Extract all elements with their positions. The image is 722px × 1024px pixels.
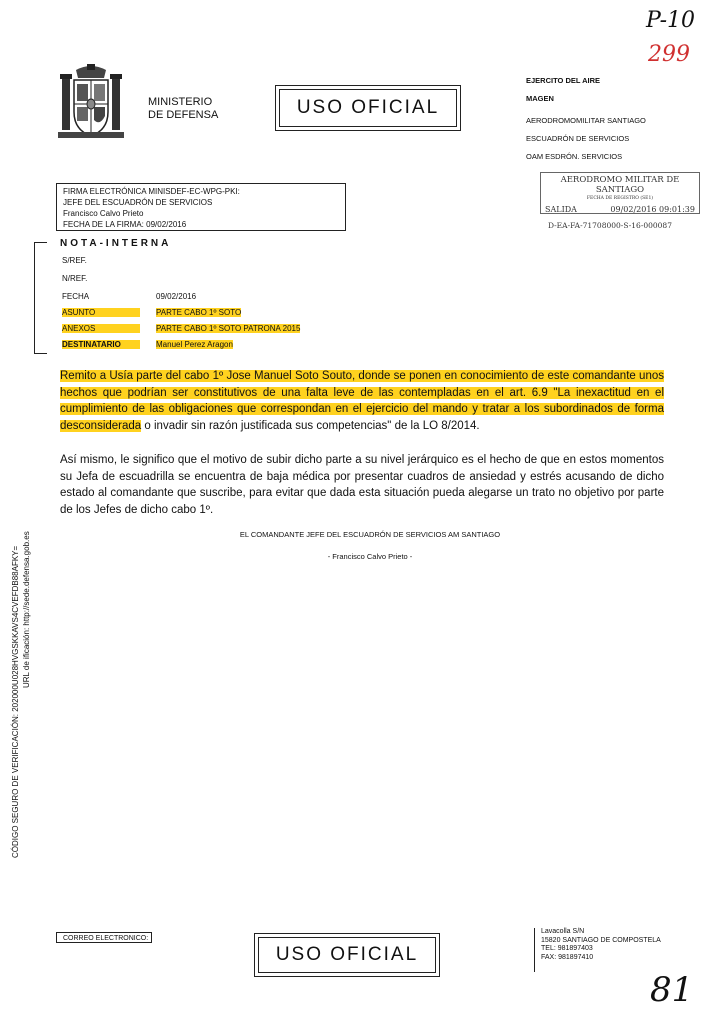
sig-line3: Francisco Calvo Prieto — [63, 209, 144, 218]
verification-line1: CÓDIGO SEGURO DE VERIFICACIÓN: 202000U028HVGSKKAVS4CVEFDB88AFKY= — [11, 545, 20, 858]
unit-info — [526, 72, 646, 166]
handwritten-bottom-number: 81 — [650, 970, 694, 1010]
signer-name: - Francisco Calvo Prieto - — [327, 552, 413, 561]
address-fax: FAX: 981897410 — [541, 953, 594, 961]
coat-of-arms-icon — [56, 64, 126, 144]
sig-line1: FIRMA ELECTRÓNICA MINISDEF-EC-WPG-PKI: — [63, 187, 240, 196]
handwritten-page-ref: P-10 — [646, 8, 696, 33]
registry-kind: SALIDA — [545, 205, 577, 214]
email-box: CORREO ELECTRONICO: — [56, 932, 152, 943]
electronic-signature-box — [56, 183, 346, 231]
unit-line2: MAGEN — [526, 94, 554, 103]
memo-destinatario-label: DESTINATARIO — [62, 340, 140, 349]
memo-fecha-value: 09/02/2016 — [156, 292, 197, 301]
ministry-line2: DE DEFENSA — [148, 109, 219, 121]
plain-text: o invadir sin razón justificada sus competencias" de la LO 8/2014. — [141, 419, 480, 432]
highlighted-text: Remito a Usía parte del cabo 1º Jose Manuel Soto Souto, donde se ponen en conocimiento de este comandante unos hechos que podrían ser constitutivos de una falta leve de las contempladas en el art. 6.9 "La inexactitud en el cumplimiento de las obligaciones que correspondan en el ejercicio del mando y tratar a los subordinados de forma desconsiderada — [60, 370, 664, 432]
signer-title: EL COMANDANTE JEFE DEL ESCUADRÓN DE SERVICIOS AM SANTIAGO — [239, 530, 501, 539]
registry-stamp — [540, 172, 700, 240]
unit-line3: AERODROMOMILITAR SANTIAGO — [526, 116, 646, 125]
uso-oficial-header-stamp: USO OFICIAL — [279, 89, 457, 127]
margin-bracket — [34, 242, 47, 354]
memo-asunto-value: PARTE CABO 1º SOTO — [156, 308, 242, 317]
memo-anexos-label: ANEXOS — [62, 324, 140, 333]
sig-line2: JEFE DEL ESCUADRÓN DE SERVICIOS — [63, 198, 213, 207]
ministry-name — [148, 96, 218, 122]
memo-nref: N/REF. — [62, 274, 88, 283]
unit-line1: EJERCITO DEL AIRE — [526, 76, 601, 85]
footer-address-block — [534, 928, 661, 972]
uso-oficial-footer-stamp: USO OFICIAL — [258, 937, 436, 973]
sig-line4: FECHA DE LA FIRMA: 09/02/2016 — [63, 220, 187, 229]
memo-anexos-value: PARTE CABO 1º SOTO PATRONA 2015 — [156, 324, 301, 333]
address-line2: 15820 SANTIAGO DE COMPOSTELA — [541, 936, 661, 944]
body-paragraph-2: Así mismo, le significo que el motivo de subir dicho parte a su nivel jerárquico es el hecho de que en estos momentos su Jefa de escuadrilla se encuentra de baja médica por presentar cuadros de ansiedad y estrés acusando de dicho estado al comandante que suscribe, para evitar que dada esta situación pueda alegarse un trato no objetivo por parte de los Jefes de dicho cabo 1º. — [60, 454, 664, 516]
registry-code: D-EA-FA-71708000-S-16-000087 — [548, 221, 672, 230]
memo-fecha-label: FECHA — [62, 292, 90, 301]
registry-subtitle: FECHA DE REGISTRO (SE1) — [586, 196, 654, 201]
registry-datetime: 09/02/2016 09:01:39 — [610, 205, 695, 214]
memo-sref: S/REF. — [62, 256, 87, 265]
body-paragraph-1 — [60, 368, 664, 434]
verification-code-side — [10, 531, 32, 858]
unit-line4: ESCUADRÓN DE SERVICIOS — [526, 134, 630, 143]
unit-line5: OAM ESDRÓN. SERVICIOS — [526, 152, 623, 161]
memo-destinatario-value: Manuel Perez Aragon — [156, 340, 233, 349]
registry-title: AERODROMO MILITAR DE SANTIAGO — [560, 175, 680, 195]
handwritten-red-number: 299 — [648, 42, 690, 67]
ministry-line1: MINISTERIO — [148, 96, 213, 108]
verification-line2: URL de ificación: http://sede.defensa.gob.es — [22, 531, 31, 688]
memo-heading: NOTA-INTERNA — [60, 238, 172, 249]
address-tel: TEL: 981897403 — [541, 945, 593, 952]
address-line1: Lavacolla S/N — [541, 928, 585, 935]
memo-asunto-label: ASUNTO — [62, 308, 140, 317]
